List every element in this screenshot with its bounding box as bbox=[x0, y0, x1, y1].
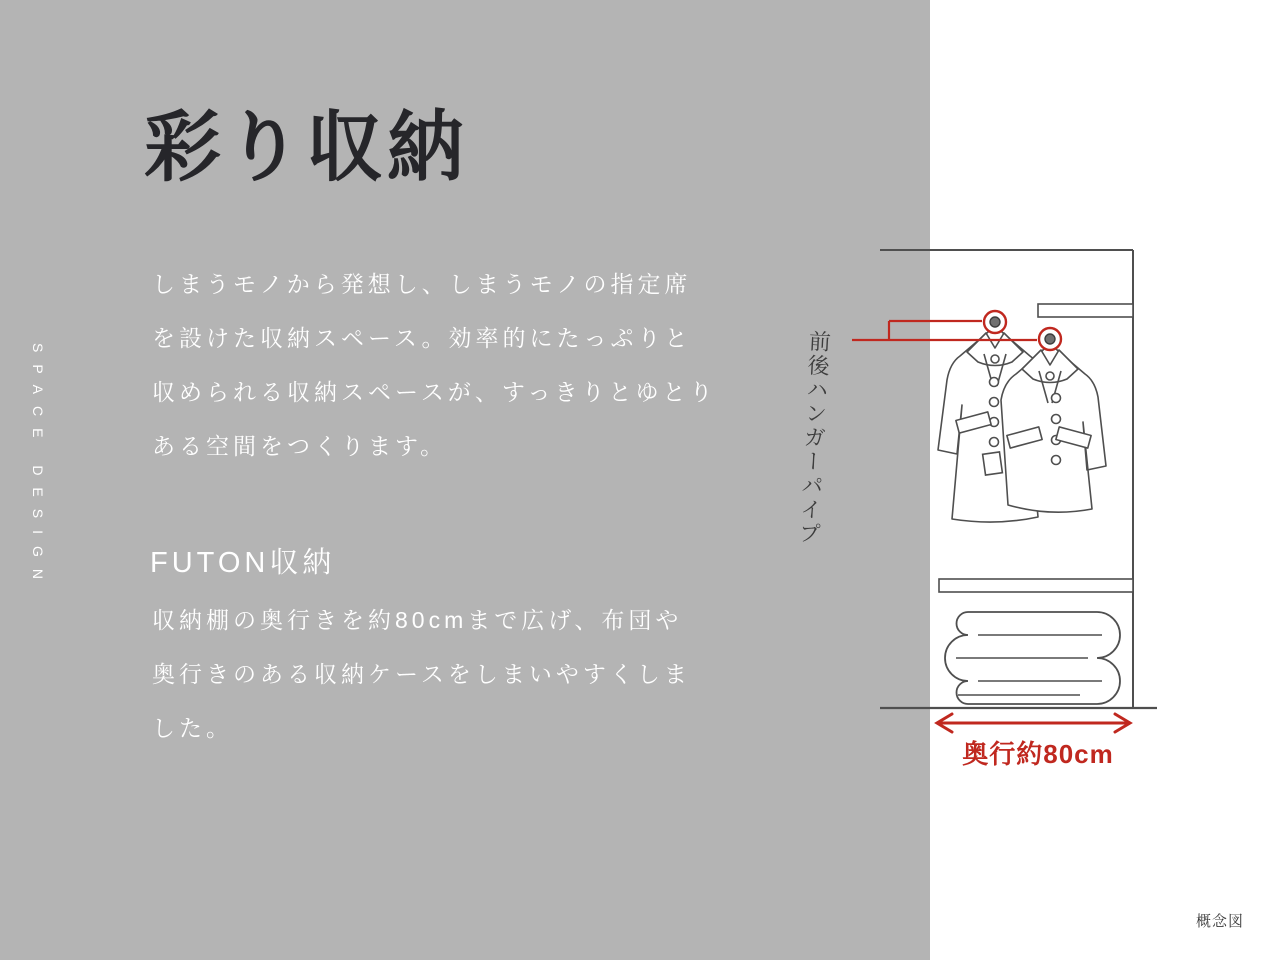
intro-line: しまうモノから発想し、しまうモノの指定席 bbox=[152, 271, 692, 297]
side-vertical-label: SPACE DESIGN bbox=[30, 343, 46, 591]
intro-paragraph bbox=[152, 257, 716, 473]
hanger-pipe-right bbox=[1039, 328, 1061, 350]
coat-back-illustration bbox=[938, 330, 1052, 522]
coat-front-illustration bbox=[1001, 347, 1106, 512]
futon-paragraph bbox=[152, 593, 691, 755]
futon-line: 収納棚の奥行きを約80cmまで広げ、布団や bbox=[152, 607, 683, 633]
depth-dimension-label: 奥行約80cm bbox=[962, 739, 1114, 769]
futon-line: 奥行きのある収納ケースをしまいやすくしま bbox=[152, 661, 691, 687]
upper-shelf bbox=[1038, 304, 1133, 317]
futon-line: した。 bbox=[152, 715, 233, 741]
coat-back-cuff bbox=[983, 452, 1003, 475]
depth-arrow bbox=[937, 714, 1130, 732]
futon-shelf bbox=[939, 579, 1133, 592]
diagram-caption: 概念図 bbox=[1196, 913, 1245, 930]
hanger-pipe-label: 前後ハンガーパイプ bbox=[795, 329, 832, 547]
futon-section-heading: FUTON収納 bbox=[150, 547, 336, 579]
intro-line: ある空間をつくります。 bbox=[152, 433, 448, 459]
futon-illustration bbox=[945, 612, 1120, 704]
hanger-pipe-left bbox=[984, 311, 1006, 333]
intro-line: を設けた収納スペース。効率的にたっぷりと bbox=[152, 325, 692, 351]
page-title: 彩り収納 bbox=[144, 105, 468, 191]
intro-line: 収められる収納スペースが、すっきりとゆとり bbox=[152, 379, 717, 405]
